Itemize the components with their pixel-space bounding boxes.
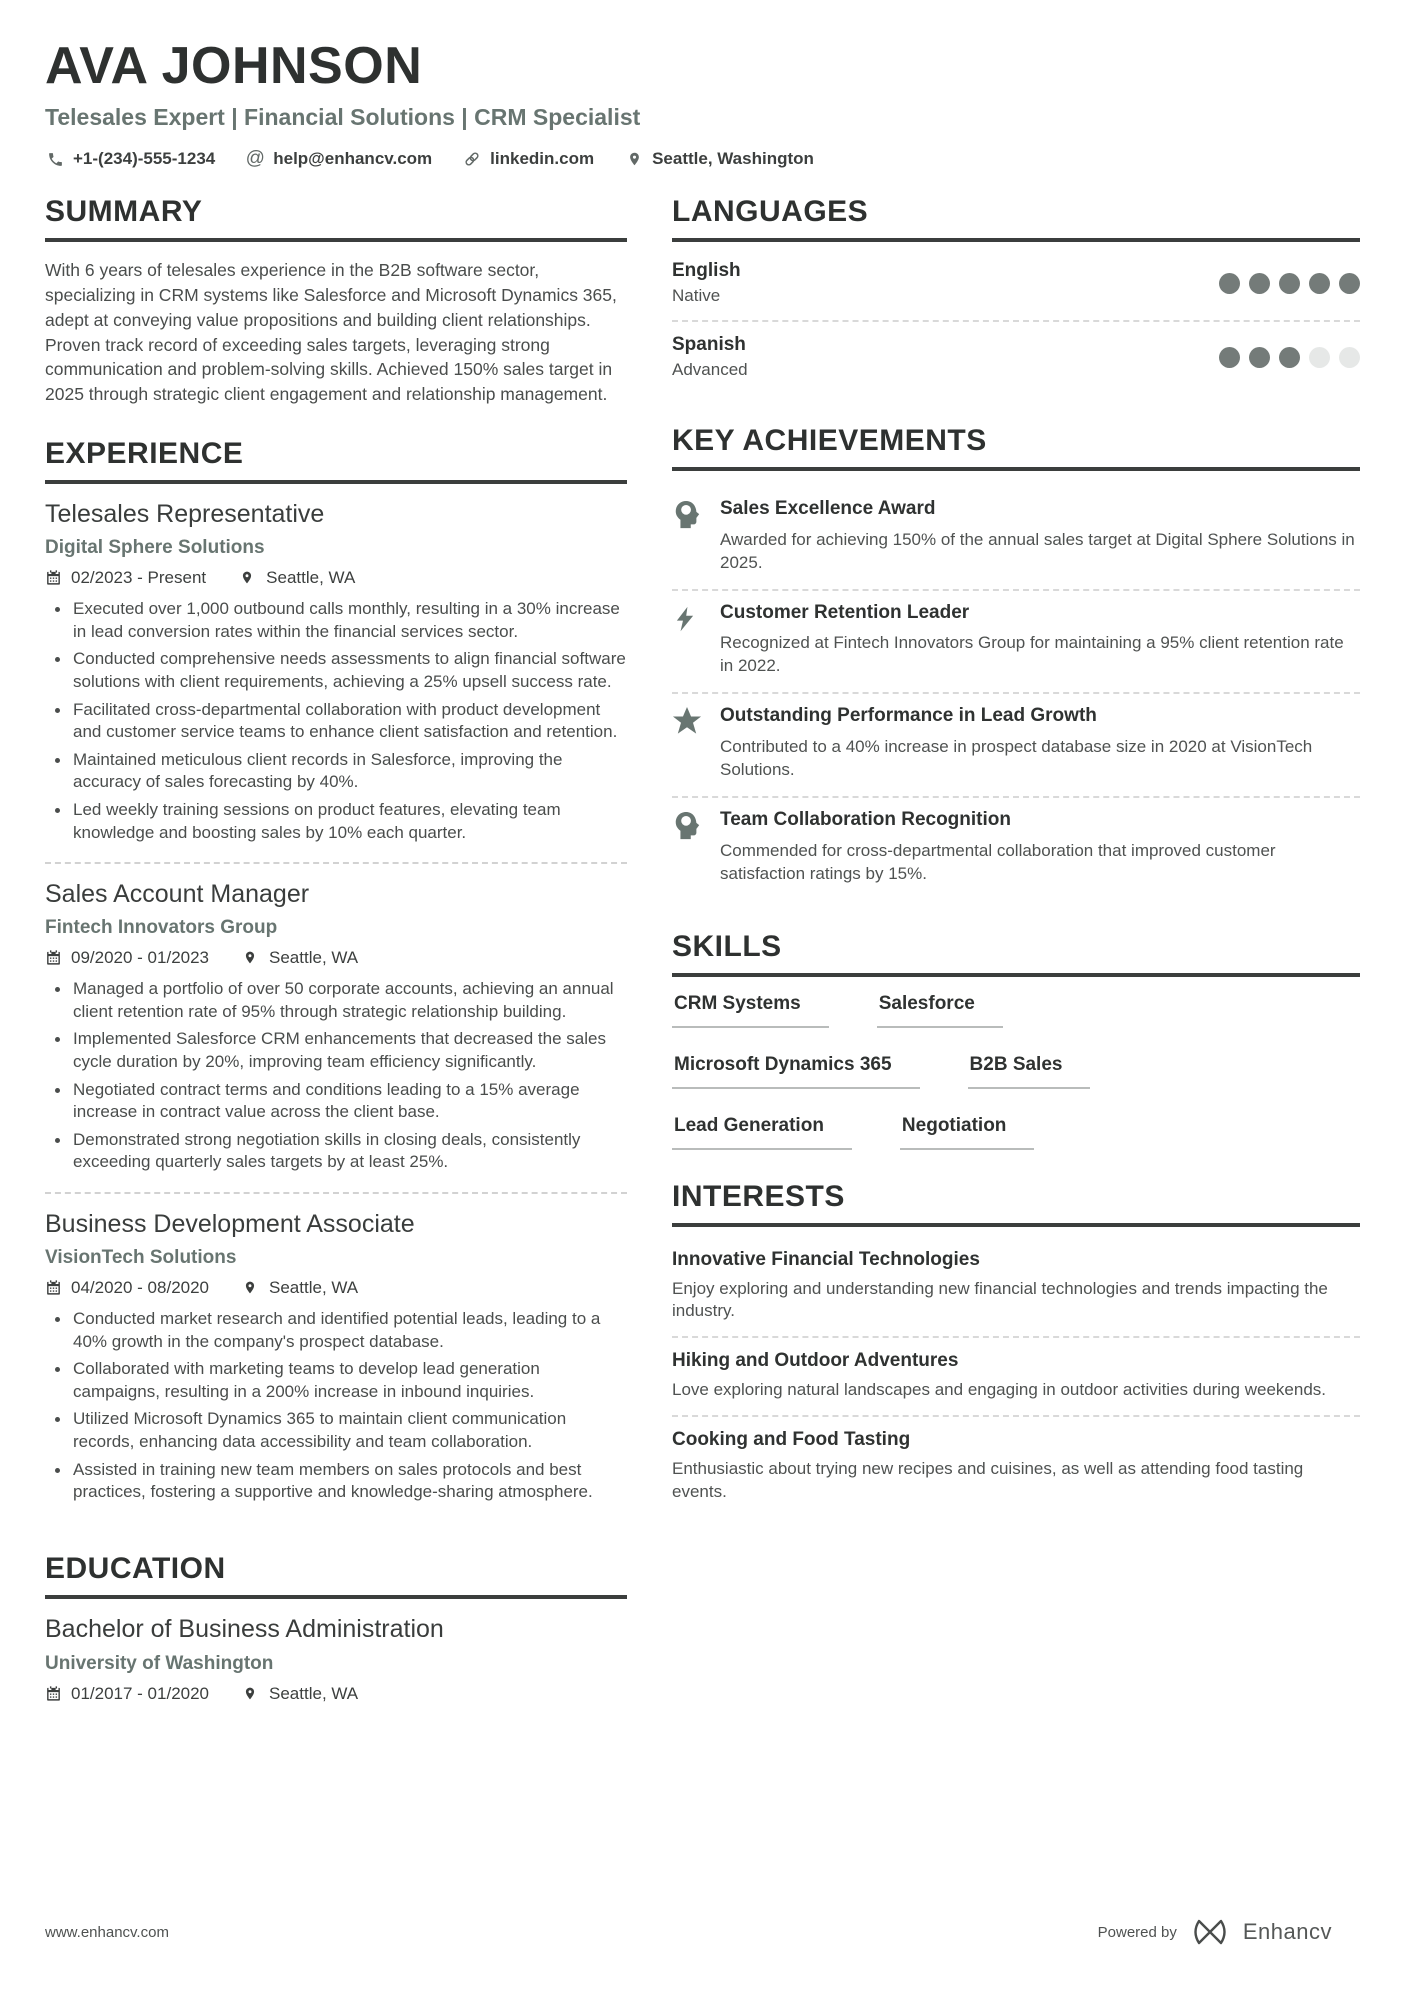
proficiency-dot-filled — [1339, 273, 1360, 294]
location-pin-icon — [243, 949, 261, 967]
powered-by-label: Powered by — [1097, 1923, 1177, 1941]
link-text[interactable]: linkedin.com — [490, 149, 595, 168]
bullet-item: Executed over 1,000 outbound calls monthly, resulting in a 30% increase in lead conversion rates within the financial services sector. — [51, 598, 627, 643]
job-title: Business Development Associate — [45, 1210, 415, 1239]
achievement-text: Contributed to a 40% increase in prospect database size in 2020 at VisionTech Solutions. — [720, 737, 1313, 779]
school: University of Washington — [45, 1652, 274, 1674]
language-item — [672, 320, 1360, 394]
phone-icon — [45, 149, 65, 169]
location-pin-icon — [243, 1685, 261, 1703]
interests-section — [672, 1180, 1360, 1518]
bullet-item: Collaborated with marketing teams to develop lead generation campaigns, resulting in a 200% increase in inbound inquiries. — [51, 1358, 627, 1403]
job-dates: 02/2023 - Present — [45, 568, 206, 588]
job-bullets — [51, 598, 627, 844]
achievement-title: Outstanding Performance in Lead Growth — [720, 705, 1097, 727]
right-column — [672, 195, 1360, 1734]
lightning-icon — [672, 601, 704, 679]
job-dates: 09/2020 - 01/2023 — [45, 948, 209, 968]
achievement-item — [672, 589, 1360, 693]
language-level: Native — [672, 286, 721, 305]
language-name: English — [672, 260, 741, 281]
brand-name: Enhancv — [1242, 1919, 1332, 1944]
bullet-item: Demonstrated strong negotiation skills in closing deals, consistently exceeding quarterly sales targets by at least 25%. — [51, 1129, 627, 1174]
achievement-item — [672, 692, 1360, 796]
calendar-icon — [45, 1279, 63, 1297]
job-bullets — [51, 978, 627, 1174]
skill-tag: Salesforce — [877, 993, 1003, 1028]
star-icon — [672, 704, 704, 782]
language-proficiency-dots — [1219, 347, 1360, 368]
language-proficiency-dots — [1219, 273, 1360, 294]
headline: Telesales Expert | Financial Solutions | CRM Specialist — [45, 104, 641, 130]
skills-section — [672, 930, 1360, 1150]
language-level: Advanced — [672, 360, 748, 379]
interest-text: Enjoy exploring and understanding new financial technologies and trends impacting the industry. — [672, 1278, 1328, 1321]
interests-heading: INTERESTS — [672, 1180, 1360, 1227]
phone-number: +1-(234)-555-1234 — [73, 149, 216, 168]
head-idea-icon — [672, 808, 704, 886]
language-item — [672, 258, 1360, 320]
bullet-item: Assisted in training new team members on sales protocols and best practices, fostering a supportive and knowledge-sharing atmosphere. — [51, 1459, 627, 1504]
achievement-item — [672, 487, 1360, 589]
job-location: Seattle, WA — [243, 1278, 358, 1298]
job-bullets — [51, 1308, 627, 1504]
bullet-item: Managed a portfolio of over 50 corporate accounts, achieving an annual client retention rate of 95% through strategic relationship building. — [51, 978, 627, 1023]
proficiency-dot-filled — [1249, 273, 1270, 294]
achievements-heading: KEY ACHIEVEMENTS — [672, 424, 1360, 471]
calendar-icon — [45, 949, 63, 967]
location-pin-icon — [243, 1279, 261, 1297]
skill-tag: Lead Generation — [672, 1115, 852, 1150]
enhancv-logo-icon — [1189, 1919, 1231, 1945]
bullet-item: Facilitated cross-departmental collaboration with product development and customer service teams to enhance client satisfaction and retention. — [51, 699, 627, 744]
interest-title: Cooking and Food Tasting — [672, 1429, 911, 1451]
calendar-icon — [45, 569, 63, 587]
proficiency-dot-empty — [1339, 347, 1360, 368]
bullet-item: Utilized Microsoft Dynamics 365 to maintain client communication records, enhancing data accessibility and team collaboration. — [51, 1408, 627, 1453]
experience-entry — [45, 1192, 627, 1522]
interest-text: Enthusiastic about trying new recipes and cuisines, as well as attending food tasting events. — [672, 1459, 1304, 1502]
language-name: Spanish — [672, 334, 746, 355]
skill-tag: Microsoft Dynamics 365 — [672, 1054, 920, 1089]
degree: Bachelor of Business Administration — [45, 1614, 444, 1643]
calendar-icon — [45, 1685, 63, 1703]
skill-tag: Negotiation — [900, 1115, 1035, 1150]
interest-item — [672, 1336, 1360, 1415]
languages-heading: LANGUAGES — [672, 195, 1360, 242]
education-dates: 01/2017 - 01/2020 — [45, 1684, 209, 1704]
contact-row — [45, 149, 1360, 169]
job-location: Seattle, WA — [240, 568, 355, 588]
summary-heading: SUMMARY — [45, 195, 627, 242]
achievement-text: Recognized at Fintech Innovators Group for maintaining a 95% client retention rate in 2022. — [720, 633, 1344, 676]
summary-section — [45, 195, 627, 407]
interest-text: Love exploring natural landscapes and engaging in outdoor activities during weekends. — [672, 1380, 1326, 1400]
footer-website-link[interactable]: www.enhancv.com — [45, 1923, 169, 1941]
proficiency-dot-filled — [1249, 347, 1270, 368]
bullet-item: Implemented Salesforce CRM enhancements that decreased the sales cycle duration by 20%, improving team efficiency significantly. — [51, 1028, 627, 1073]
link-icon — [462, 149, 482, 169]
job-company: VisionTech Solutions — [45, 1247, 237, 1269]
location-pin-icon — [624, 149, 644, 169]
interest-title: Hiking and Outdoor Adventures — [672, 1350, 959, 1372]
achievement-title: Sales Excellence Award — [720, 498, 936, 519]
experience-entry — [45, 500, 627, 862]
header — [45, 36, 1360, 169]
education-location: Seattle, WA — [243, 1684, 358, 1704]
experience-section — [45, 437, 627, 1522]
achievement-text: Awarded for achieving 150% of the annual sales target at Digital Sphere Solutions in 2025. — [720, 529, 1355, 572]
footer — [45, 1919, 1360, 1945]
experience-heading: EXPERIENCE — [45, 437, 627, 484]
job-company: Digital Sphere Solutions — [45, 537, 265, 559]
bullet-item: Conducted market research and identified potential leads, leading to a 40% growth in the company's prospect database. — [51, 1308, 627, 1353]
education-section — [45, 1552, 627, 1704]
powered-by — [1098, 1919, 1360, 1945]
contact-link[interactable] — [462, 149, 594, 169]
proficiency-dot-filled — [1219, 273, 1240, 294]
email-text[interactable]: help@enhancv.com — [273, 149, 433, 168]
head-idea-icon — [672, 497, 704, 575]
proficiency-dot-empty — [1309, 347, 1330, 368]
interest-item — [672, 1243, 1360, 1337]
contact-phone — [45, 149, 215, 169]
proficiency-dot-filled — [1279, 347, 1300, 368]
bullet-item: Negotiated contract terms and conditions leading to a 15% average increase in contract value across the client base. — [51, 1079, 627, 1124]
job-location: Seattle, WA — [243, 948, 358, 968]
skill-tag: B2B Sales — [968, 1054, 1091, 1089]
job-company: Fintech Innovators Group — [45, 917, 278, 939]
at-icon: @ — [245, 148, 265, 169]
bullet-item: Led weekly training sessions on product features, elevating team knowledge and boosting sales by 10% each quarter. — [51, 799, 627, 844]
achievement-text: Commended for cross-departmental collaboration that improved customer satisfaction ratings by 15%. — [720, 840, 1276, 883]
left-column — [45, 195, 627, 1734]
bullet-item: Conducted comprehensive needs assessments to align financial software solutions with client requirements, achieving a 25% upsell success rate. — [51, 648, 627, 693]
contact-email[interactable] — [245, 149, 432, 169]
location-text: Seattle, Washington — [652, 149, 814, 168]
skill-tag: CRM Systems — [672, 993, 829, 1028]
achievement-title: Team Collaboration Recognition — [720, 808, 1011, 830]
languages-section — [672, 195, 1360, 394]
bullet-item: Maintained meticulous client records in Salesforce, improving the accuracy of sales forecasting by 40%. — [51, 749, 627, 794]
job-dates: 04/2020 - 08/2020 — [45, 1278, 209, 1298]
achievement-item — [672, 796, 1360, 900]
proficiency-dot-filled — [1219, 347, 1240, 368]
proficiency-dot-filled — [1309, 273, 1330, 294]
job-title: Sales Account Manager — [45, 880, 310, 909]
interest-item — [672, 1415, 1360, 1517]
education-heading: EDUCATION — [45, 1552, 627, 1599]
experience-entry — [45, 862, 627, 1192]
interest-title: Innovative Financial Technologies — [672, 1248, 980, 1270]
summary-text: With 6 years of telesales experience in the B2B software sector, specializing in CRM systems like Salesforce and Microsoft Dynamics 365, adept at conveying value propositions and building client relationships. Proven track record of exceeding sales targets, leveraging strong communication and problem-solving skills. Achieved 150% sales target in 2025 through strategic client engagement and relationship management. — [45, 260, 617, 405]
contact-location — [624, 149, 814, 169]
location-pin-icon — [240, 569, 258, 587]
person-name: AVA JOHNSON — [45, 37, 423, 95]
skills-heading: SKILLS — [672, 930, 1360, 977]
proficiency-dot-filled — [1279, 273, 1300, 294]
job-title: Telesales Representative — [45, 500, 325, 529]
achievement-title: Customer Retention Leader — [720, 601, 970, 623]
achievements-section — [672, 424, 1360, 900]
